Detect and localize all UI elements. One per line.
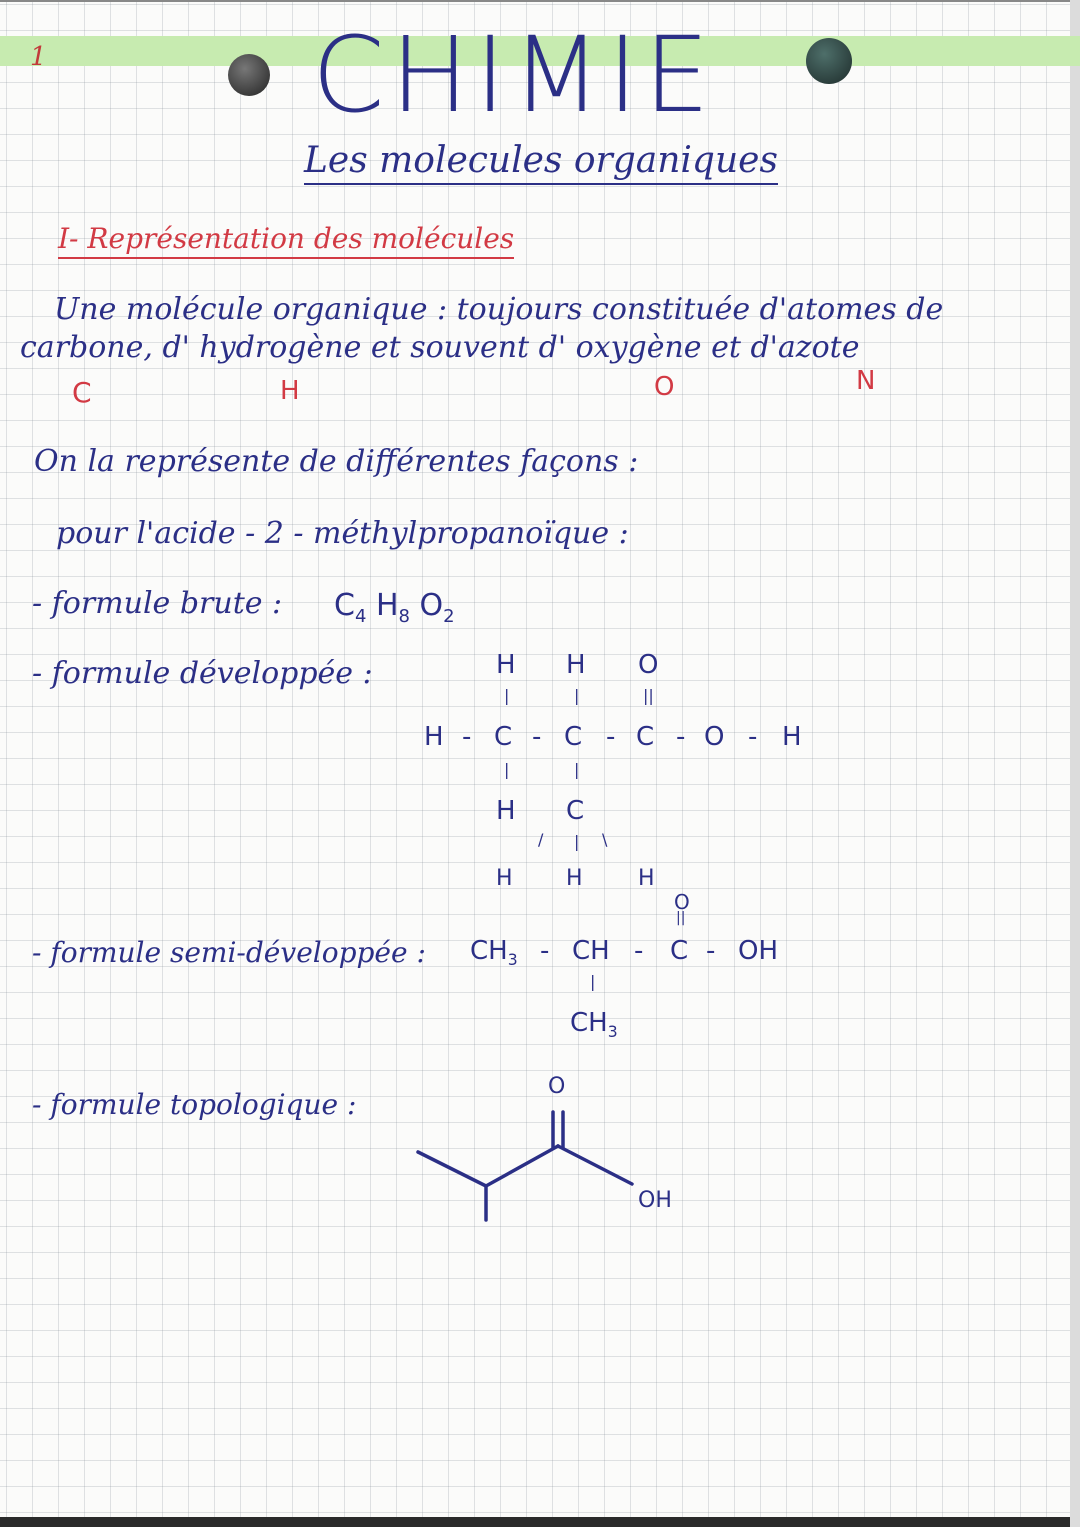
semi-label: - formule semi-développée : <box>32 936 426 969</box>
semi-branch-text: CH <box>570 1008 608 1038</box>
brute-h: H <box>375 588 399 623</box>
scan-top-edge <box>0 0 1080 2</box>
semi-double-bond: || <box>676 910 686 926</box>
semi-ch3 <box>470 936 518 969</box>
atom-h-bottom-1: H <box>496 796 516 826</box>
page-number: 1 <box>30 42 47 72</box>
symbol-oxygen: O <box>654 372 675 402</box>
topo-label: - formule topologique : <box>32 1088 357 1121</box>
semi-branch-sub: 3 <box>607 1023 618 1042</box>
developpee-label: - formule développée : <box>32 656 373 691</box>
bond-v-4: | <box>574 760 580 779</box>
bullet-dot-left <box>228 54 270 96</box>
topo-o: O <box>548 1074 566 1099</box>
semi-o: O <box>674 890 690 914</box>
section-heading-text: I- Représentation des molécules <box>58 222 514 259</box>
bond-h-4: - <box>676 722 686 752</box>
bond-diag-right: \ <box>602 830 608 849</box>
atom-c-3: C <box>636 722 655 752</box>
atom-h-bottom-3: H <box>566 866 583 891</box>
semi-ch3-text: CH <box>470 936 508 966</box>
atom-h-bottom-4: H <box>638 866 655 891</box>
representations-intro: On la représente de différentes façons : <box>34 444 639 479</box>
atom-c-branch: C <box>566 796 585 826</box>
atom-h-right: H <box>782 722 802 752</box>
atom-c-2: C <box>564 722 583 752</box>
subtitle-text: Les molecules organiques <box>304 140 778 185</box>
bond-h-5: - <box>748 722 758 752</box>
bond-diag-left: / <box>538 830 544 849</box>
bond-v-5: | <box>574 832 580 851</box>
brute-label: - formule brute : <box>32 586 283 621</box>
atom-c-1: C <box>494 722 513 752</box>
bond-v-2: | <box>574 686 580 705</box>
brute-o-count: 2 <box>443 606 455 627</box>
scan-bottom-edge <box>0 1517 1080 1527</box>
bond-v-1: | <box>504 686 510 705</box>
page-subtitle <box>304 140 778 181</box>
semi-ch: CH <box>572 936 610 966</box>
atom-o-mid: O <box>704 722 725 752</box>
semi-bond-1: - <box>540 936 550 966</box>
symbol-nitrogen: N <box>856 366 876 396</box>
topo-bond-3 <box>486 1146 558 1186</box>
atom-h-left: H <box>424 722 444 752</box>
topo-bond-4 <box>558 1146 632 1184</box>
brute-formula <box>334 588 455 627</box>
topo-oh: OH <box>638 1188 672 1213</box>
brute-c-count: 4 <box>354 606 367 627</box>
bond-h-2: - <box>532 722 542 752</box>
semi-bond-2: - <box>634 936 644 966</box>
symbol-hydrogen: H <box>280 376 300 406</box>
atom-h-top-2: H <box>566 650 586 680</box>
bond-double-o: || <box>643 686 654 705</box>
bond-v-3: | <box>504 760 510 779</box>
semi-bond-v: | <box>590 972 596 991</box>
topo-bond-1 <box>418 1152 486 1186</box>
intro-line-2: carbone, d' hydrogène et souvent d' oxygène et d'azote <box>20 330 860 365</box>
semi-ch3-sub: 3 <box>507 951 518 970</box>
brute-o: O <box>419 588 444 623</box>
brute-c: C <box>334 588 355 623</box>
bond-h-3: - <box>606 722 616 752</box>
bond-h-1: - <box>462 722 472 752</box>
semi-c: C <box>670 936 689 966</box>
section-heading <box>58 222 514 255</box>
scan-right-edge <box>1070 0 1080 1527</box>
brute-h-count: 8 <box>398 606 410 627</box>
semi-oh: OH <box>738 936 779 966</box>
symbol-carbon: C <box>72 376 92 409</box>
semi-ch3-branch <box>570 1008 618 1041</box>
bullet-dot-right <box>806 38 852 84</box>
atom-h-top-1: H <box>496 650 516 680</box>
semi-bond-3: - <box>706 936 716 966</box>
example-molecule: pour l'acide - 2 - méthylpropanoïque : <box>56 516 629 551</box>
atom-o-top: O <box>638 650 659 680</box>
intro-line-1: Une molécule organique : toujours constituée d'atomes de <box>54 292 944 327</box>
atom-h-bottom-2: H <box>496 866 513 891</box>
page-title: CHIMIE <box>312 14 716 136</box>
